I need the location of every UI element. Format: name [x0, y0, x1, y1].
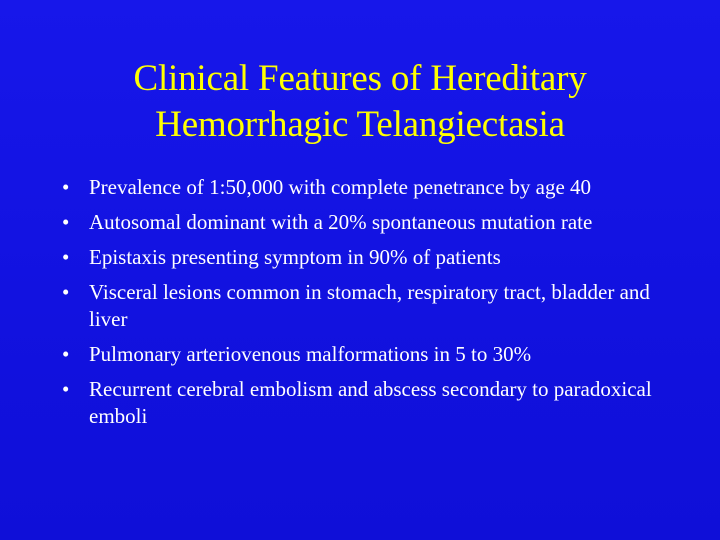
- bullet-text: Prevalence of 1:50,000 with complete penetrance by age 40: [89, 175, 592, 199]
- bullet-item: [62, 209, 692, 236]
- slide-title: [40, 56, 680, 148]
- bullet-dot-icon: •: [62, 175, 70, 199]
- bullet-text: Autosomal dominant with a 20% spontaneous mutation rate: [89, 210, 593, 234]
- bullet-text: Pulmonary arteriovenous malformations in 5 to 30%: [89, 342, 532, 366]
- bullet-dot-icon: •: [62, 342, 70, 366]
- bullet-text: Recurrent cerebral embolism and abscess secondary to paradoxical emboli: [89, 377, 652, 428]
- bullet-item: [62, 376, 692, 430]
- bullet-dot-icon: •: [62, 245, 70, 269]
- bullet-list: [62, 174, 692, 438]
- bullet-item: [62, 279, 692, 333]
- bullet-dot-icon: •: [62, 377, 70, 401]
- bullet-text: Epistaxis presenting symptom in 90% of patients: [89, 245, 501, 269]
- bullet-item: [62, 244, 692, 271]
- bullet-dot-icon: •: [62, 210, 70, 234]
- bullet-dot-icon: •: [62, 280, 70, 304]
- bullet-item: [62, 341, 692, 368]
- bullet-text: Visceral lesions common in stomach, respiratory tract, bladder and liver: [89, 280, 650, 331]
- bullet-item: [62, 174, 692, 201]
- slide-title-line-1: Clinical Features of Hereditary: [133, 58, 587, 99]
- slide-title-line-2: Hemorrhagic Telangiectasia: [155, 104, 565, 145]
